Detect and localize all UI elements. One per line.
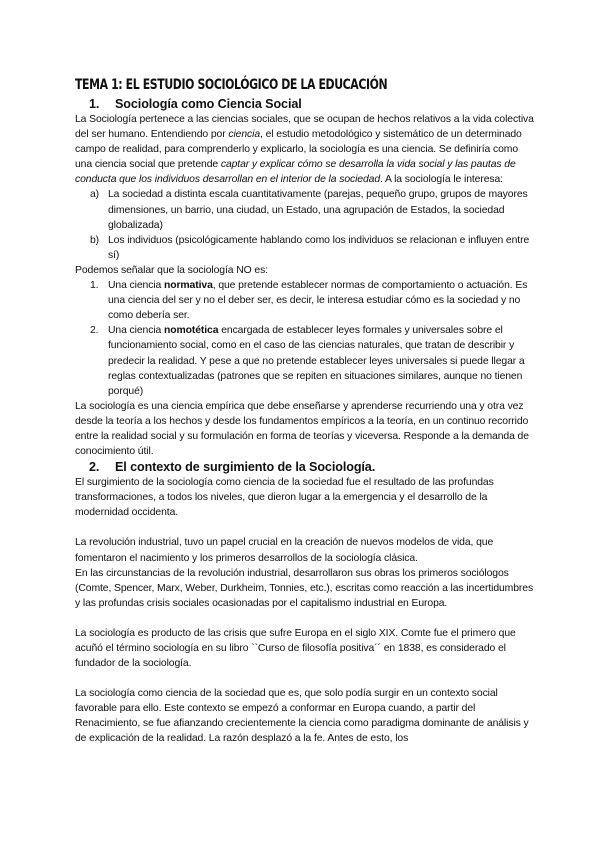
intro-text-a: La Sociología pertenece a las ciencias sociales, que se ocupan de hechos relativos a la vida colectiva del ser humano. Entendiendo por	[75, 114, 534, 141]
section-2-title: El contexto de surgimiento de la Sociología.	[115, 460, 376, 475]
paragraph-gap	[75, 520, 535, 535]
term-normativa: normativa	[163, 280, 213, 292]
list-item	[75, 278, 535, 323]
list-marker: a)	[90, 189, 100, 201]
section-2-heading	[75, 459, 535, 475]
list-item	[75, 187, 535, 232]
paragraph-gap	[75, 611, 535, 626]
list-marker: 1.	[90, 280, 99, 292]
list-item-text: La sociedad a distinta escala cuantitativamente (parejas, pequeño grupo, grupos de mayores dimensiones, un barrio, una ciudad, un Estado, una agrupación de Estados, la sociedad globalizada)	[108, 189, 528, 231]
document-title: TEMA 1: EL ESTUDIO SOCIOLÓGICO DE LA EDUCACIÓN	[75, 77, 388, 93]
list-item-prefix: Una ciencia	[108, 325, 164, 337]
list-item-text	[108, 323, 535, 398]
intro-text-b: , el estudio metodológico y sistemático de un determinado campo de realidad, para comprenderlo y explicarlo, la sociología es una ciencia. Se definiría como una ciencia social que pretende	[75, 129, 522, 171]
section-2-paragraph-5: La sociología como ciencia de la sociedad que es, que solo podía surgir en un contexto social favorable para ello. Este contexto se empezó a conformar en Europa cuando, a partir del Renacimiento, se fue afianzando crecientemente la ciencia como paradigma dominante de análisis y de explicación de la realidad. La razón desplazó a la fe. Antes de esto, los	[75, 688, 529, 745]
section-2-paragraph-1: El surgimiento de la sociología como ciencia de la sociedad fue el resultado de las profundas transformaciones, a todos los niveles, que dieron lugar a la emergencia y el desarrollo de la modernidad occidenta.	[75, 477, 494, 519]
section-2-paragraph-4: La sociología es producto de las crisis que sufre Europa en el siglo XIX. Comte fue el primero que acuñó el término sociología en su libro ``Curso de filosofía positiva´´ en 1838, es considerado el fundador de la sociología.	[75, 627, 516, 670]
list-item-prefix: Una ciencia	[108, 280, 164, 292]
list-item-rest: encargada de establecer leyes formales y universales sobre el funcionamiento social, como en el caso de las ciencias naturales, que tratan de describir y predecir la realidad. Y pese a que no pretende establecer leyes universales si puede llegar a reglas contextualizadas (patrones que se repiten en situaciones similares, aunque no tienen porqué)	[108, 325, 525, 397]
section-2-paragraph-2: La revolución industrial, tuvo un papel crucial en la creación de nuevos modelos de vida, que fomentaron el nacimiento y los primeros desarrollos de la sociología clásica.	[75, 537, 494, 564]
list-marker: 2.	[90, 325, 99, 337]
term-nomotetica: nomotética	[163, 325, 219, 337]
list-marker: b)	[90, 234, 100, 246]
intro-text-c: . A la sociología le interesa:	[380, 174, 503, 186]
section-1-heading	[75, 96, 535, 112]
section-1-intro	[75, 112, 535, 187]
list-item	[75, 233, 535, 263]
not-list-intro: Podemos señalar que la sociología NO es:	[75, 264, 268, 276]
section-2-paragraph-3: En las circunstancias de la revolución industrial, desarrollaron sus obras los primeros sociólogos (Comte, Spencer, Marx, Weber, Durkheim, Tonnies, etc.), escritas como reacción a las incertidumbres y las profundas crisis sociales ocasionadas por el capitalismo industrial en Europa.	[75, 567, 534, 609]
intro-emphasis-definition: captar y explicar cómo se desarrolla la vida social y las pautas de conducta que los individuos desarrollan en el interior de la sociedad	[75, 159, 516, 186]
paragraph-gap	[75, 671, 535, 686]
section-1-number: 1.	[89, 97, 100, 111]
not-list	[75, 278, 535, 399]
section-1-title: Sociología como Ciencia Social	[115, 97, 302, 111]
interests-list	[75, 187, 535, 262]
section-1-closing: La sociología es una ciencia empírica que debe enseñarse y aprenderse recurriendo una y otra vez desde la teoría a los hechos y desde los fundamentos empíricos a la teoría, en un continuo recorrido entre la realidad social y su formulación en forma de teorías y viceversa. Responde a la demanda de conocimiento útil.	[75, 400, 529, 458]
document-body	[75, 75, 535, 747]
list-item-text	[108, 278, 535, 323]
list-item-rest: , que pretende establecer normas de comportamiento o actuación. Es una ciencia del ser y no el deber ser, es decir, le interesa estudiar cómo es la sociedad y no como debería ser.	[108, 280, 528, 322]
section-2-number: 2.	[89, 460, 100, 475]
list-item	[75, 323, 535, 398]
list-item-text: Los individuos (psicológicamente hablando como los individuos se relacionan e influyen entre sí)	[108, 234, 530, 261]
intro-emphasis-ciencia: ciencia	[228, 129, 261, 141]
